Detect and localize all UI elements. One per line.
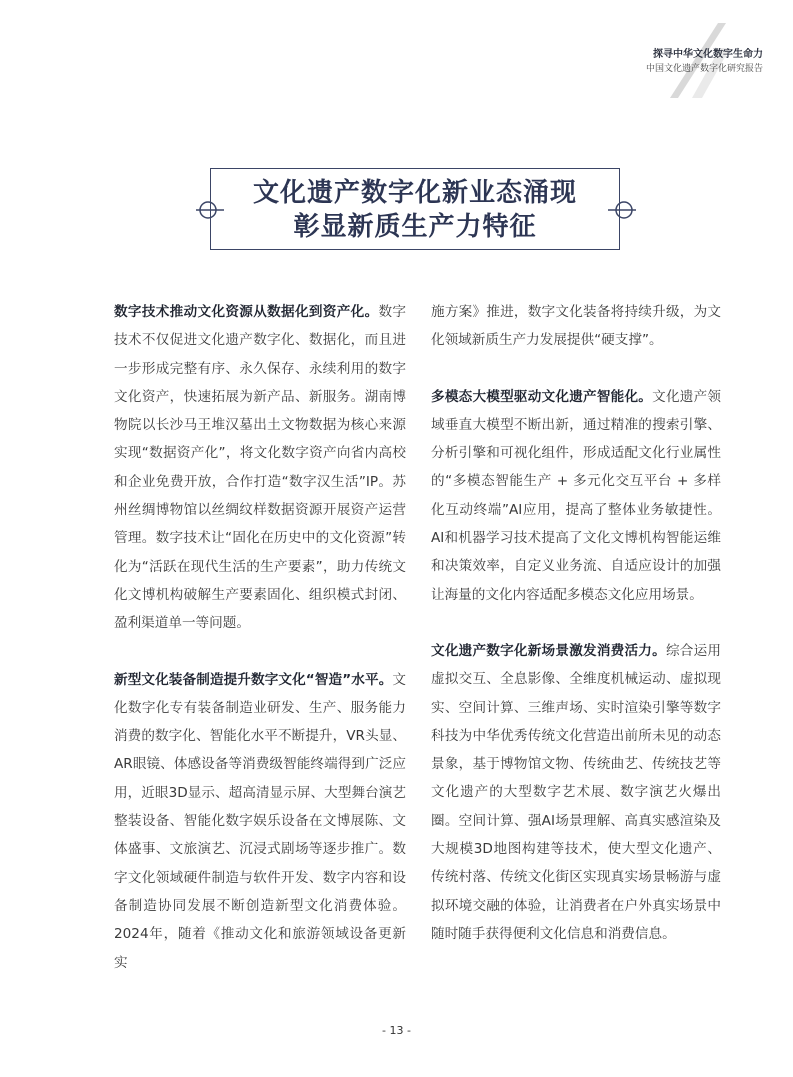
paragraph (114, 298, 406, 638)
paragraph-body: 数字技术不仅促进文化遗产数字化、数据化，而且进一步形成完整有序、永久保存、永续利用的数字文化资产，快速拓展为新产品、新服务。湖南博物院以长沙马王堆汉墓出土文物数据为核心来源实现“数据资产化”，将文化数字资产向省内高校和企业免费开放，合作打造“数字汉生活”IP。苏州丝绸博物馆以丝绸纹样数据资源开展资产运营管理。数字技术让“固化在历史中的文化资源”转化为“活跃在现代生活的生产要素”，助力传统文化文博机构破解生产要素固化、组织模式封闭、盈利渠道单一等问题。 (114, 304, 406, 632)
header-subtitle: 中国文化遗产数字化研究报告 (645, 64, 763, 74)
paragraph-body: 文化数字化专有装备制造业研发、生产、服务能力消费的数字化、智能化水平不断提升，VR头显、AR眼镜、体感设备等消费级智能终端得到广泛应用，近眼3D显示、超高清显示屏、大型舞台演艺整装设备、智能化数字娱乐设备在文博展陈、文体盛事、文旅演艺、沉浸式剧场等逐步推广。数字文化领域硬件制造与软件开发、数字内容和设备制造协同发展不断创造新型文化消费体验。2024年，随着《推动文化和旅游领域设备更新实 (114, 671, 406, 971)
left-column (114, 298, 406, 977)
paragraph (431, 637, 721, 948)
page-number: - 13 - (382, 1024, 411, 1037)
paragraph (114, 666, 406, 977)
paragraph-body: 综合运用虚拟交互、全息影像、全维度机械运动、虚拟现实、空间计算、三维声场、实时渲染引擎等数字科技为中华优秀传统文化营造出前所未见的动态景象，基于博物馆文物、传统曲艺、传统技艺等文化遗产的大型数字艺术展、数字演艺火爆出圈。空间计算、强AI场景理解、高真实感渲染及大规模3D地图构建等技术，使大型文化遗产、传统村落、传统文化街区实现真实场景畅游与虚拟环境交融的体验，让消费者在户外真实场景中随时随手获得便利文化信息和消费信息。 (431, 642, 722, 942)
header-title: 探寻中华文化数字生命力 (653, 49, 763, 60)
paragraph-body: 文化遗产领域垂直大模型不断出新，通过精准的搜索引擎、分析引擎和可视化组件，形成适配文化行业属性的“多模态智能生产 + 多元化交互平台 + 多样化互动终端”AI应用，提高了整体业务敏捷性。AI和机器学习技术提高了文化文博机构智能运维和决策效率，自定义业务流、自适应设计的加强让海量的文化内容适配多模态文化应用场景。 (431, 388, 721, 603)
section-title-line-1: 文化遗产数字化新业态涌现 (252, 178, 577, 208)
section-title-frame (196, 168, 636, 252)
section-title-line-2: 彰显新质生产力特征 (293, 212, 537, 242)
section-title-box (210, 168, 620, 250)
paragraph-lead: 多模态大模型驱动文化遗产智能化。 (431, 388, 653, 405)
paragraph-lead: 文化遗产数字化新场景激发消费活力。 (431, 642, 666, 659)
running-header (646, 48, 763, 76)
paragraph-lead: 新型文化装备制造提升数字文化“智造”水平。 (114, 671, 393, 688)
paragraph (431, 383, 721, 609)
right-column (431, 298, 721, 948)
paragraph-body: 施方案》推进，数字文化装备将持续升级，为文化领域新质生产力发展提供“硬支撑”。 (431, 304, 721, 349)
paragraph (431, 298, 721, 355)
paragraph-lead: 数字技术推动文化资源从数据化到资产化。 (114, 304, 379, 320)
right-circle-ornament (608, 198, 636, 222)
